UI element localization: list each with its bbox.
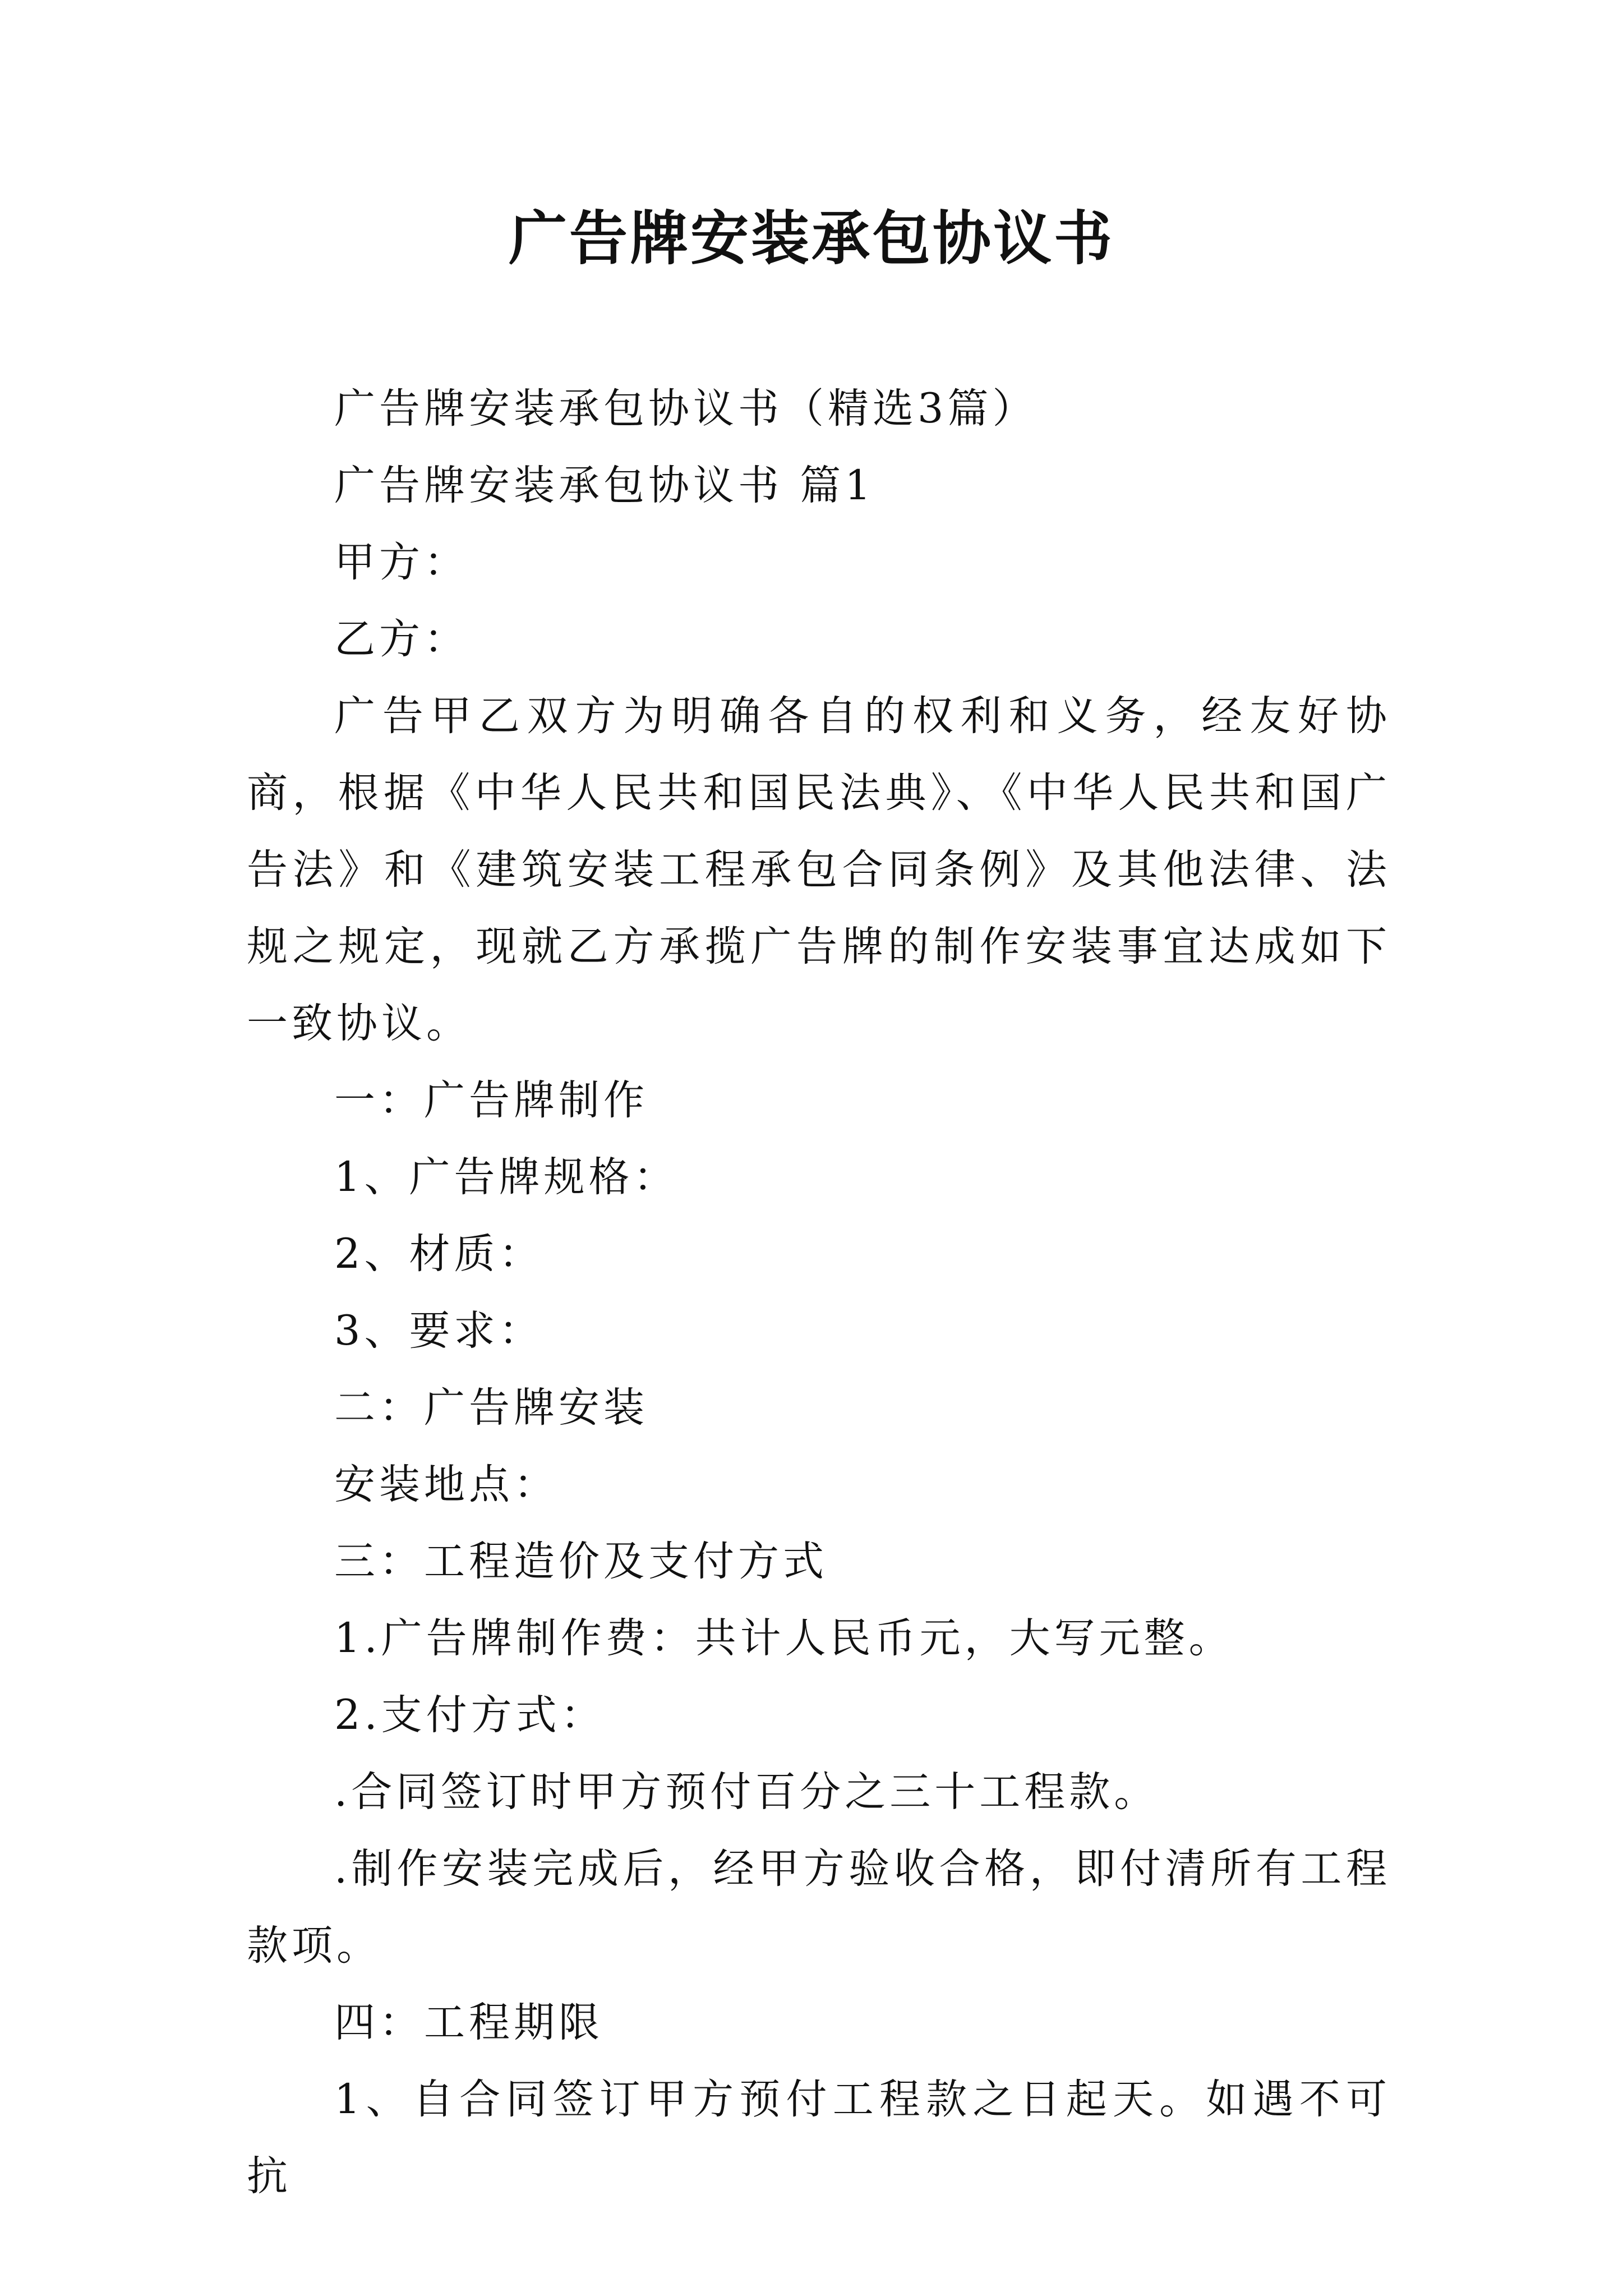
clause-item-duration: 1、自合同签订甲方预付工程款之日起天。如遇不可抗: [247, 2076, 1391, 2200]
clause-item-prepay: .合同签订时甲方预付百分之三十工程款。: [334, 1768, 1159, 1816]
clause-item-material: 2、材质：: [334, 1230, 544, 1278]
party-a-line: 甲方：: [334, 539, 469, 586]
clause-item-fee: 1.广告牌制作费：共计人民币元，大写元整。: [334, 1614, 1234, 1662]
clause-heading-installation: 二：广告牌安装: [334, 1384, 648, 1432]
clause-item-requirement: 3、要求：: [334, 1307, 544, 1355]
document-body: [247, 370, 1391, 2215]
subtitle-line: 广告牌安装承包协议书（精选3篇）: [334, 385, 1038, 432]
clause-heading-production: 一：广告牌制作: [334, 1076, 648, 1124]
document-title: 广告牌安装承包协议书: [508, 204, 1114, 273]
clause-item-payment: 2.支付方式：: [334, 1691, 606, 1739]
clause-item-spec: 1、广告牌规格：: [334, 1153, 679, 1201]
clause-heading-cost: 三：工程造价及支付方式: [334, 1538, 828, 1585]
preamble-paragraph: 广告甲乙双方为明确各自的权利和义务，经友好协商，根据《中华人民共和国民法典》、《中华人民共和国广告法》和《建筑安装工程承包合同条例》及其他法律、法规之规定，现就乙方承揽广告牌的制作安装事宜达成如下一致协议。: [247, 692, 1391, 1047]
section-heading-part1: 广告牌安装承包协议书 篇1: [334, 462, 875, 509]
clause-heading-period: 四：工程期限: [334, 1999, 603, 2046]
party-b-line: 乙方：: [334, 615, 469, 663]
clause-item-location: 安装地点：: [334, 1461, 559, 1508]
clause-item-final-pay: .制作安装完成后，经甲方验收合格，即付清所有工程款项。: [247, 1845, 1391, 1970]
